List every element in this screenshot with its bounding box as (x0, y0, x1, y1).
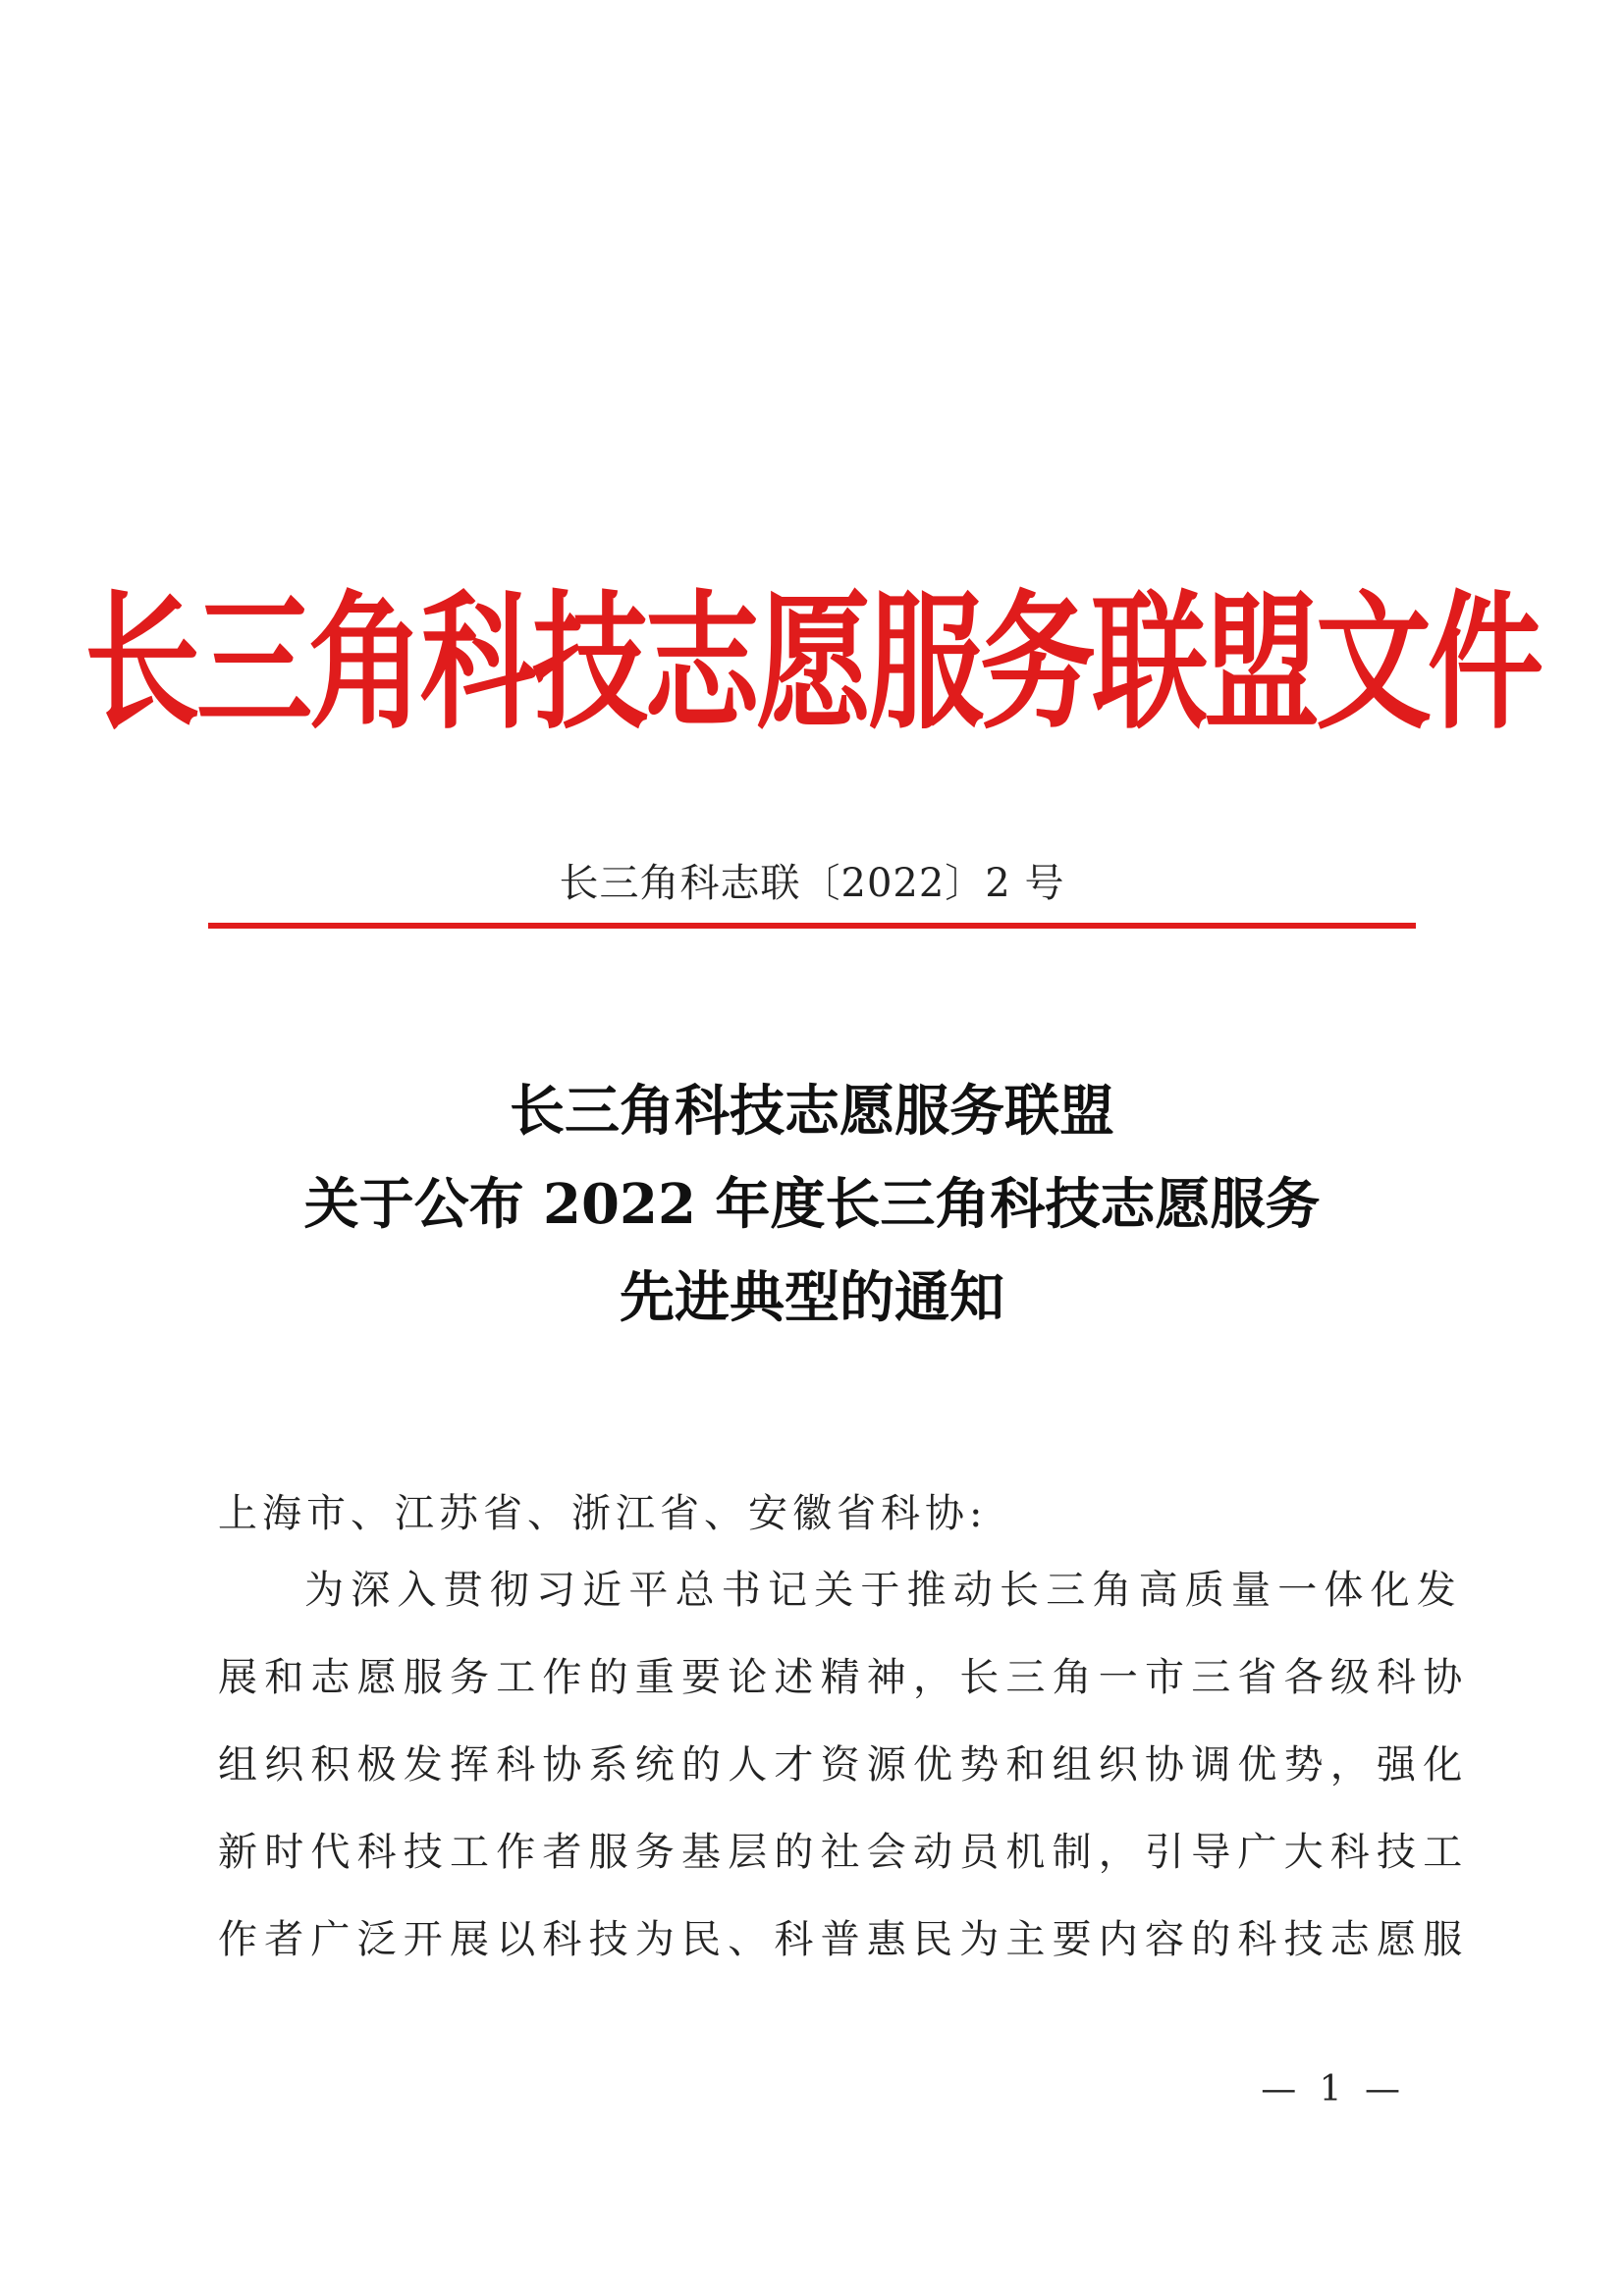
document-number: 长三角科志联〔2022〕2 号 (559, 861, 1065, 906)
title-line-3: 先进典型的通知 (620, 1265, 1004, 1330)
body-line: 为深入贯彻习近平总书记关于推动长三角高质量一体化发 (304, 1568, 1463, 1613)
organization-file-header: 长三角科技志愿服务联盟文件 (83, 574, 1540, 750)
page-number: — 1 — (1261, 2069, 1406, 2109)
title-line-1: 长三角科技志愿服务联盟 (510, 1079, 1114, 1144)
body-paragraph (218, 1561, 1470, 1998)
notice-title (0, 1065, 1624, 1345)
body-line: 新时代科技工作者服务基层的社会动员机制，引导广大科技工 (218, 1830, 1470, 1875)
red-separator-line (208, 923, 1416, 929)
body-line: 展和志愿服务工作的重要论述精神，长三角一市三省各级科协 (218, 1655, 1470, 1700)
body-line: 组织积极发挥科协系统的人才资源优势和组织协调优势，强化 (218, 1742, 1470, 1788)
body-line: 作者广泛开展以科技为民、科普惠民为主要内容的科技志愿服 (218, 1917, 1470, 1962)
addressee-line: 上海市、江苏省、浙江省、安徽省科协: (218, 1491, 988, 1536)
title-line-2: 关于公布 2022 年度长三角科技志愿服务 (303, 1172, 1321, 1237)
